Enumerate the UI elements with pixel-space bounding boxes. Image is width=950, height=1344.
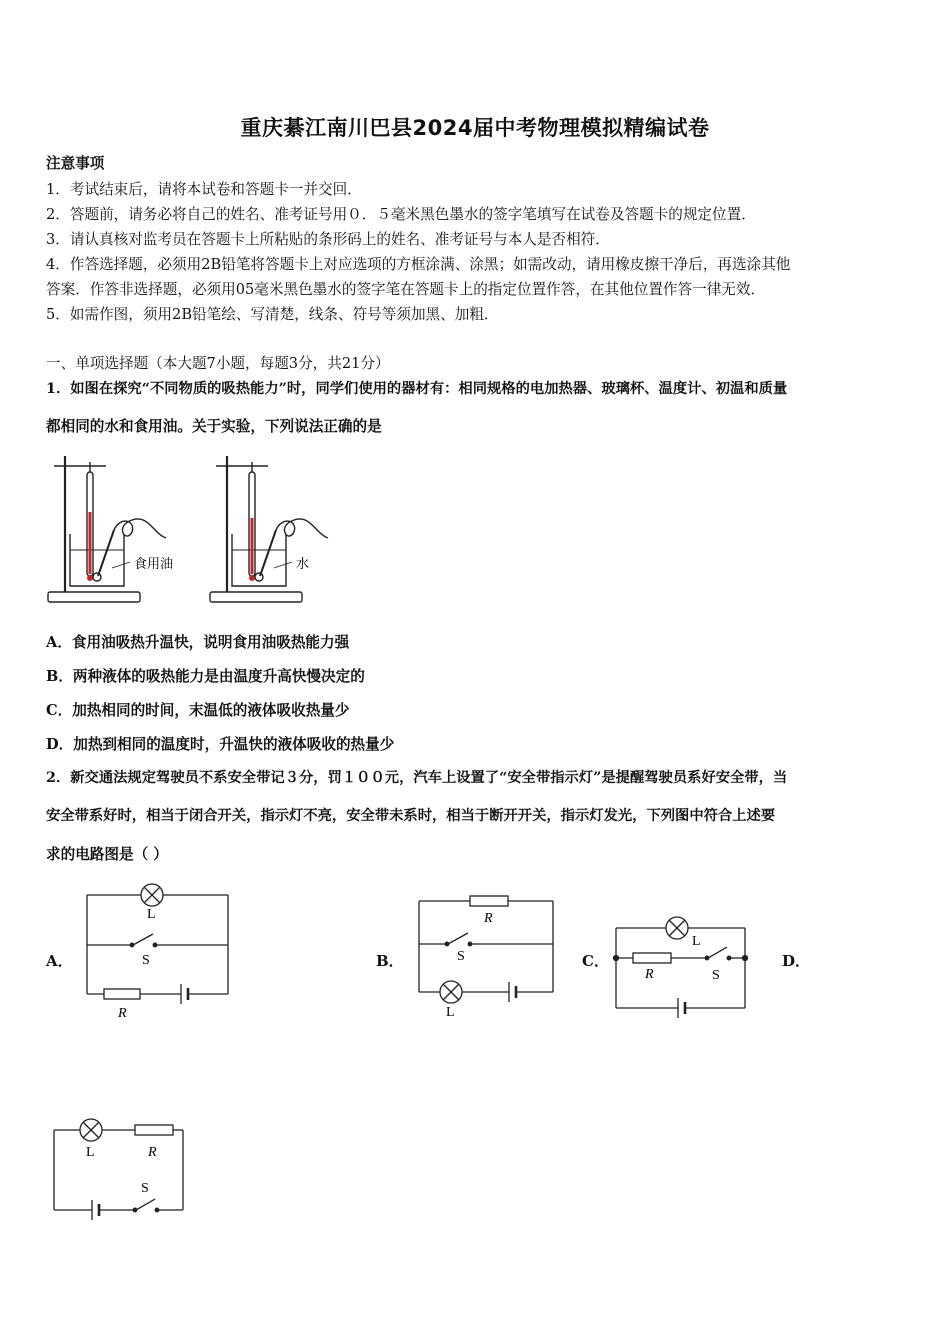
circuit-a-resistor-label: R [118,1006,127,1021]
circuit-a-lamp-label: L [147,907,156,922]
q1-option-c: C．加热相同的时间，末温低的液体吸收热量少 [46,702,350,719]
q2-stem-line1: 2．新交通法规定驾驶员不系安全带记３分，罚１００元，汽车上设置了“安全带指示灯”是提醒驾驶员系好安全带，当 [46,770,788,786]
q1-stem-line1: 1．如图在探究“不同物质的吸热能力”时，同学们使用的器材有：相同规格的电加热器、玻璃杯、温度计、初温和质量 [46,381,788,397]
switch-icon [448,933,468,944]
q2-option-b-label: B． [376,952,404,970]
q1-option-b: B．两种液体的吸热能力是由温度升高快慢决定的 [46,668,365,685]
circuit-b-switch-label: S [457,949,465,964]
switch-icon [708,947,727,958]
q2-option-a-label: A． [46,952,73,970]
q2-stem-line2: 安全带系好时，相当于闭合开关，指示灯不亮，安全带未系时，相当于断开开关，指示灯发光，下列图中符合上述要 [46,808,776,824]
q2-option-c-label: C． [582,952,609,970]
resistor-icon [104,989,140,999]
resistor-icon [633,953,671,963]
circuit-d-resistor-label: R [148,1145,157,1160]
q1-option-a: A．食用油吸热升温快，说明食用油吸热能力强 [46,634,350,651]
q1-stem-line2: 都相同的水和食用油。关于实验，下列说法正确的是 [46,418,382,435]
label-cooking-oil: 食用油 [134,556,174,571]
resistor-icon [135,1125,173,1135]
circuit-c-switch-label: S [712,968,720,983]
label-water: 水 [296,556,310,571]
section-heading: 一、单项选择题（本大题7小题，每题3分，共21分） [46,355,390,372]
resistor-icon [470,896,508,906]
notice-item-3: 3．请认真核对监考员在答题卡上所粘贴的条形码上的姓名、准考证号与本人是否相符． [46,231,610,248]
switch-icon [133,934,153,945]
q2-stem-line3: 求的电路图是（ ） [46,846,168,863]
circuit-b-resistor-label: R [484,911,493,926]
circuit-b-lamp-label: L [446,1005,455,1020]
notice-heading: 注意事项 [46,155,105,172]
notice-item-5: 5．如需作图，须用2B铅笔绘、写清楚，线条、符号等须加黑、加粗． [46,306,499,323]
circuit-c-resistor-label: R [645,967,654,982]
page-title: 重庆綦江南川巴县2024届中考物理模拟精编试卷 [240,116,710,140]
circuit-c [614,917,748,1018]
q2-option-d-label: D． [782,952,811,970]
switch-icon [136,1199,155,1210]
notice-item-2: 2．答题前，请务必将自己的姓名、准考证号用０．５毫米黑色墨水的签字笔填写在试卷及答题卡的规定位置． [46,206,756,223]
circuit-a [87,884,228,1004]
circuit-d-switch-label: S [141,1181,149,1196]
circuit-a-switch-label: S [142,953,150,968]
circuit-d-lamp-label: L [86,1145,95,1160]
notice-item-1: 1．考试结束后，请将本试卷和答题卡一并交回． [46,181,362,198]
q1-option-d: D．加热到相同的温度时，升温快的液体吸收的热量少 [46,736,395,753]
notice-item-4-cont: 答案．作答非选择题，必须用05毫米黑色墨水的签字笔在答题卡上的指定位置作答，在其他位置作答一律无效． [46,281,766,298]
circuit-c-lamp-label: L [692,934,701,949]
notice-item-4: 4．作答选择题，必须用2B铅笔将答题卡上对应选项的方框涂满、涂黑；如需改动，请用橡皮擦干净后，再选涂其他 [46,256,791,273]
circuit-d [54,1119,183,1220]
